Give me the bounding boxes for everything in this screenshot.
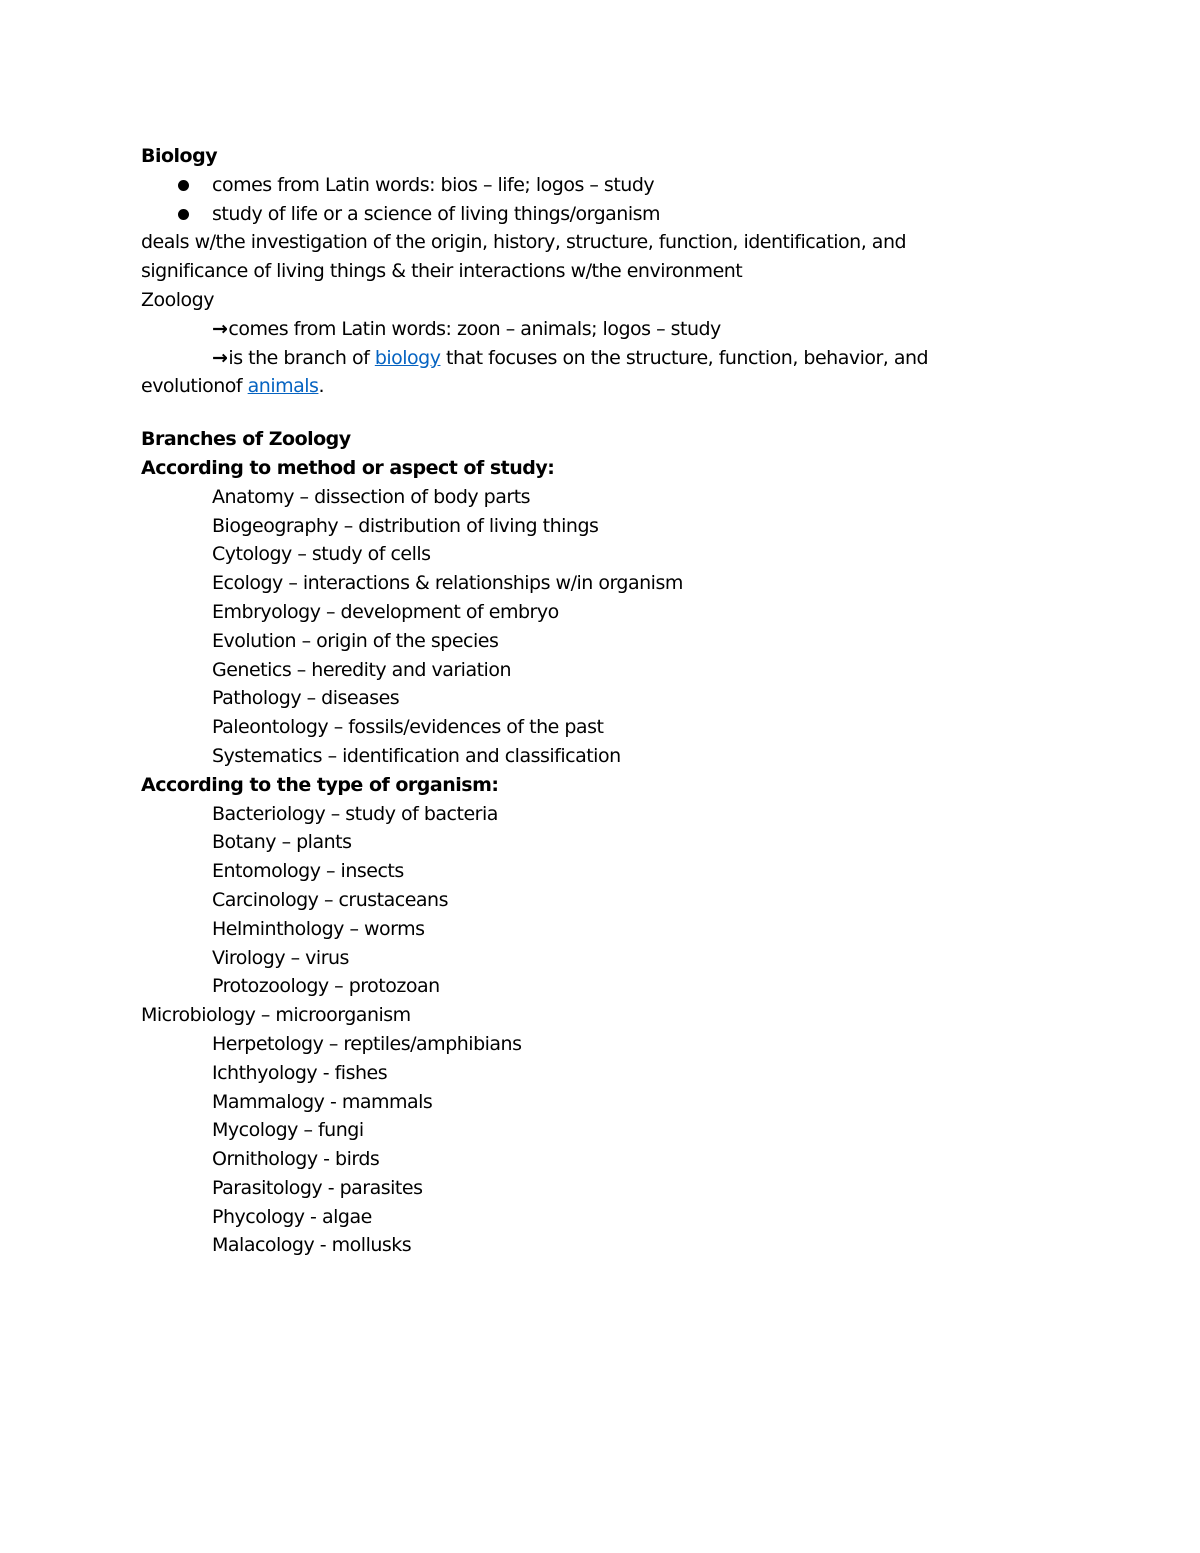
micro-list bbox=[141, 1030, 1101, 1260]
list-item: Virology – virus bbox=[212, 946, 349, 969]
zoology-point-1 bbox=[141, 315, 1101, 344]
list-item: Ichthyology - fishes bbox=[212, 1061, 388, 1084]
bullet-text: study of life or a science of living things/organism bbox=[212, 202, 661, 225]
biology-description-line-1: deals w/the investigation of the origin, history, structure, function, identification, and bbox=[141, 231, 907, 254]
zoology-point-1-text: comes from Latin words: zoon – animals; logos – study bbox=[228, 317, 721, 340]
zoology-point-2 bbox=[141, 344, 1101, 373]
list-item: Phycology - algae bbox=[212, 1205, 372, 1228]
zoology-point-2-continued bbox=[141, 372, 1101, 401]
list-item: Mycology – fungi bbox=[212, 1119, 364, 1142]
arrow-right-icon: → bbox=[212, 346, 228, 369]
biology-bullet-1 bbox=[141, 171, 1101, 200]
list-item: Botany – plants bbox=[212, 831, 352, 854]
list-item: Ecology – interactions & relationships w/in organism bbox=[212, 572, 683, 595]
list-item: Anatomy – dissection of body parts bbox=[212, 485, 531, 508]
list-item: Ornithology - birds bbox=[212, 1148, 380, 1171]
list-item: Entomology – insects bbox=[212, 860, 404, 883]
list-item: Protozoology – protozoan bbox=[212, 975, 440, 998]
list-item: Bacteriology – study of bacteria bbox=[212, 802, 498, 825]
bullet-text: comes from Latin words: bios – life; logos – study bbox=[212, 173, 655, 196]
organism-list bbox=[141, 800, 1101, 1002]
document-content bbox=[141, 142, 1101, 1260]
list-item: Malacology - mollusks bbox=[212, 1234, 412, 1257]
list-item: Paleontology – fossils/evidences of the past bbox=[212, 716, 604, 739]
zoology-point-2-cont-pre: evolutionof bbox=[141, 375, 248, 398]
list-item: Embryology – development of embryo bbox=[212, 600, 559, 623]
zoology-point-2-cont-post: . bbox=[318, 375, 324, 398]
list-item: Evolution – origin of the species bbox=[212, 629, 499, 652]
bullet-dot-icon bbox=[178, 180, 189, 191]
microbiology-line: Microbiology – microorganism bbox=[141, 1004, 411, 1027]
list-item: Systematics – identification and classification bbox=[212, 744, 621, 767]
arrow-right-icon: → bbox=[212, 317, 228, 340]
biology-bullet-2 bbox=[141, 200, 1101, 229]
zoology-point-2-pre: is the branch of bbox=[228, 346, 375, 369]
biology-description-line-2: significance of living things & their interactions w/the environment bbox=[141, 260, 743, 283]
zoology-heading: Zoology bbox=[141, 288, 214, 311]
zoology-point-2-post: that focuses on the structure, function, behavior, and bbox=[440, 346, 929, 369]
list-item: Carcinology – crustaceans bbox=[212, 888, 448, 911]
animals-link[interactable]: animals bbox=[247, 375, 319, 398]
branches-heading: Branches of Zoology bbox=[141, 428, 351, 451]
method-heading: According to method or aspect of study: bbox=[141, 456, 555, 479]
spacer bbox=[141, 401, 1101, 425]
biology-link[interactable]: biology bbox=[374, 346, 441, 369]
list-item: Helminthology – worms bbox=[212, 917, 425, 940]
list-item: Biogeography – distribution of living things bbox=[212, 514, 599, 537]
organism-heading: According to the type of organism: bbox=[141, 773, 499, 796]
bullet-dot-icon bbox=[178, 209, 189, 220]
list-item: Cytology – study of cells bbox=[212, 543, 431, 566]
method-list bbox=[141, 483, 1101, 771]
list-item: Genetics – heredity and variation bbox=[212, 658, 511, 681]
biology-heading: Biology bbox=[141, 145, 218, 167]
list-item: Parasitology - parasites bbox=[212, 1176, 423, 1199]
list-item: Herpetology – reptiles/amphibians bbox=[212, 1032, 522, 1055]
list-item: Mammalogy - mammals bbox=[212, 1090, 433, 1113]
list-item: Pathology – diseases bbox=[212, 687, 400, 710]
